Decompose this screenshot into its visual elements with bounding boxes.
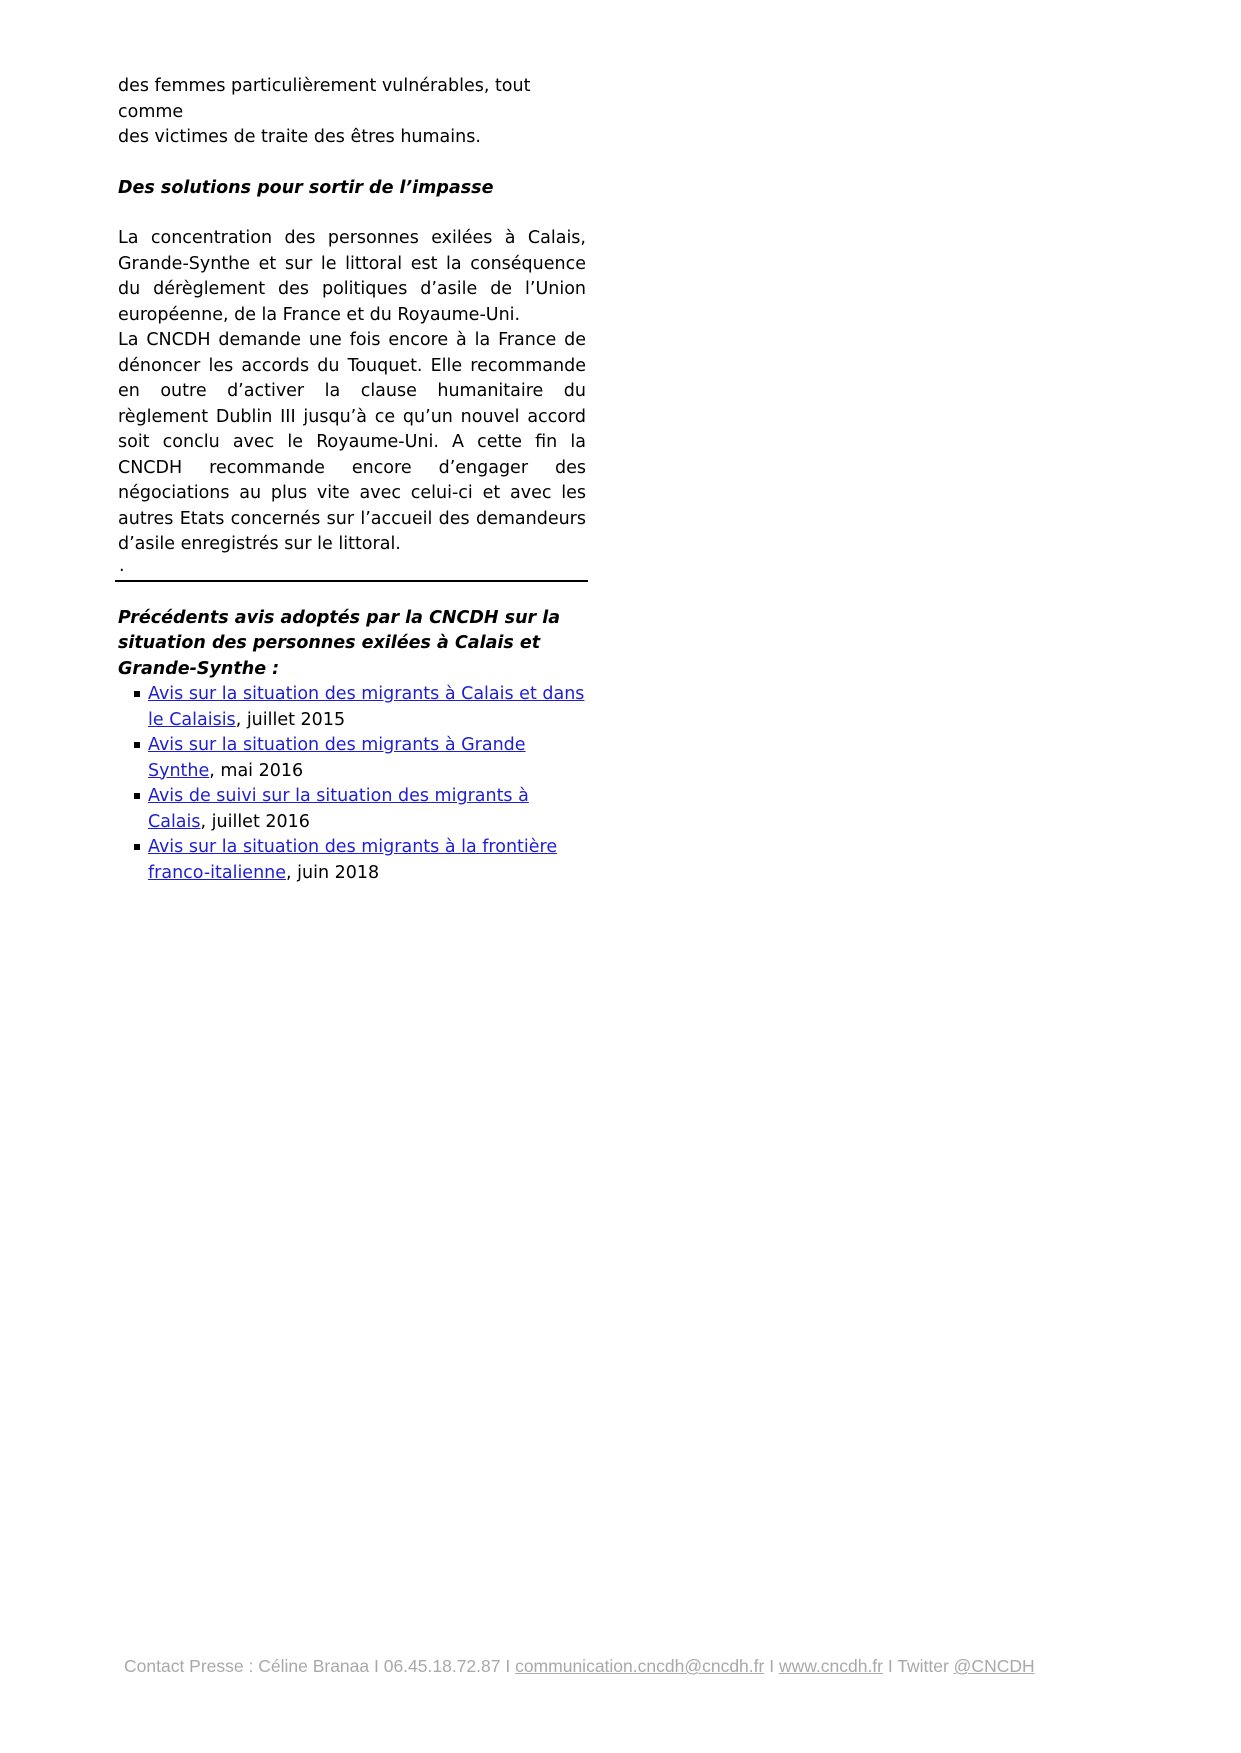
square-bullet-icon [134, 793, 140, 799]
opinion-date: , mai 2016 [209, 760, 304, 781]
opinion-date: , juin 2018 [286, 862, 380, 883]
opinion-date: , juillet 2015 [235, 709, 346, 730]
square-bullet-icon [134, 844, 140, 850]
spacer [118, 151, 586, 176]
square-bullet-icon [134, 742, 140, 748]
footer-twitter-label: I Twitter [883, 1656, 954, 1676]
opinion-link-grande-synthe-2016[interactable]: Avis sur la situation des migrants à Grande Synthe [148, 735, 526, 781]
opinion-date: , juillet 2016 [200, 811, 310, 832]
section-heading: Des solutions pour sortir de l’impasse [118, 177, 494, 198]
opinion-link-calais-2015[interactable]: Avis sur la situation des migrants à Calais et dans le Calaisis [148, 684, 585, 730]
list-item [118, 835, 586, 886]
previous-opinions-list [118, 682, 586, 886]
footer-email-link[interactable]: communication.cncdh@cncdh.fr [515, 1656, 765, 1676]
footer-separator: I [764, 1656, 779, 1676]
trailing-dot: . [119, 555, 125, 576]
document-column [118, 74, 586, 886]
footer-twitter-link[interactable]: @CNCDH [953, 1656, 1035, 1676]
previous-opinions-heading: Précédents avis adoptés par la CNCDH sur la situation des personnes exilées à Calais et Grande-Synthe : [118, 607, 561, 679]
intro-line-1: des femmes particulièrement vulnérables, tout comme [118, 76, 531, 122]
list-item [118, 682, 586, 733]
footer-website-link[interactable]: www.cncdh.fr [778, 1656, 883, 1676]
opinion-link-calais-followup-2016[interactable]: Avis de suivi sur la situation des migrants à Calais [148, 786, 529, 832]
section-paragraph-2: La CNCDH demande une fois encore à la France de dénoncer les accords du Touquet. Elle recommande en outre d’activer la clause humanitaire du règlement Dublin III jusqu’à ce qu’un nouvel accord soit conclu avec le Royaume-Uni. A cette fin la CNCDH recommande encore d’engager des négociations au plus vite avec celui-ci et avec les autres Etats concernés sur l’accueil des demandeurs d’asile enregistrés sur le littoral. [118, 330, 586, 554]
press-contact-footer [124, 1656, 1124, 1677]
spacer [118, 201, 586, 226]
spacer [118, 582, 586, 606]
opinion-link-franco-italian-border-2018[interactable]: Avis sur la situation des migrants à la frontière franco-italienne [148, 837, 558, 883]
intro-line-2: des victimes de traite des êtres humains. [118, 127, 481, 147]
section-paragraph-1: La concentration des personnes exilées à Calais, Grande-Synthe et sur le littoral est la conséquence du dérèglement des politiques d’asile de l’Union européenne, de la France et du Royaume-Uni. [118, 228, 586, 325]
footer-contact-text: Contact Presse : Céline Branaa I 06.45.18.72.87 I [124, 1656, 516, 1676]
list-item [118, 733, 586, 784]
square-bullet-icon [134, 691, 140, 697]
list-item [118, 784, 586, 835]
